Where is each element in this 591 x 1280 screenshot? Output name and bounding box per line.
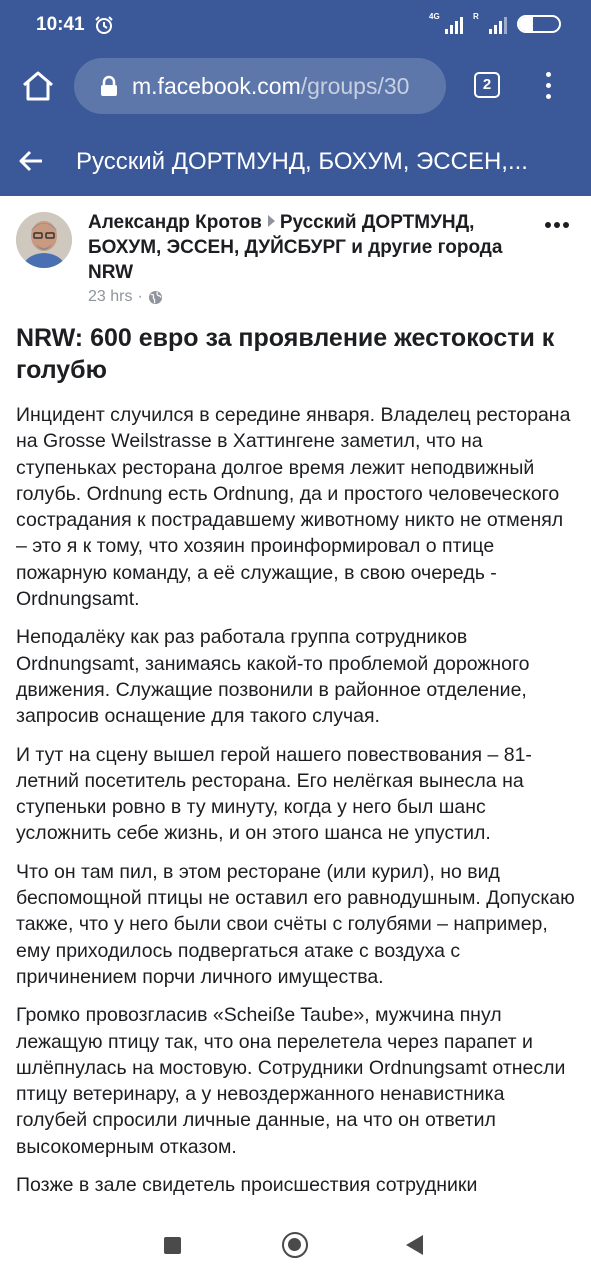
net-type-label: 4G <box>429 12 440 21</box>
alarm-icon <box>94 15 114 35</box>
post-card <box>0 196 591 1210</box>
author-name[interactable]: Александр Кротов <box>88 212 262 233</box>
post-paragraph: И тут на сцену вышел герой нашего повествования – 81-летний посетитель ресторана. Его нелёгкая вынесла на ступеньки ровно в ту минуту, когда у него был шанс усложнить себе жизнь, и он этого шанса не упустил. <box>16 743 532 845</box>
status-bar <box>0 0 591 54</box>
url-domain: m.facebook.com <box>132 72 301 99</box>
group-title[interactable]: Русский ДОРТМУНД, БОХУМ, ЭССЕН,... <box>76 148 528 175</box>
overflow-menu-icon[interactable] <box>540 70 556 102</box>
roaming-label: R <box>473 12 479 21</box>
post-time[interactable]: 23 hrs <box>88 288 133 305</box>
more-options-icon[interactable] <box>545 222 569 228</box>
back-button[interactable] <box>406 1235 423 1255</box>
home-button[interactable] <box>282 1232 308 1258</box>
arrow-right-icon <box>268 215 275 227</box>
recents-button[interactable] <box>164 1237 181 1254</box>
post-header <box>88 210 538 285</box>
back-arrow-icon[interactable] <box>18 148 44 174</box>
post-paragraph: Что он там пил, в этом ресторане (или курил), но вид беспомощной птицы не оставил его равнодушным. Допускаю также, что у него были свои счёты с голубями – например, ему приходилось подвергаться атаке с воздуха с причинением порчи личного имущества. <box>16 860 575 988</box>
group-header <box>0 128 591 196</box>
post-paragraph: Неподалёку как раз работала группа сотрудников Ordnungsamt, занимаясь какой-то проблемой дорожного движения. Служащие позвонили в районное отделение, запросив оснащение для такого случая. <box>16 626 530 728</box>
lock-icon <box>100 75 118 97</box>
url-bar <box>0 54 591 120</box>
avatar-photo <box>16 212 72 268</box>
signal-4g-icon <box>429 14 463 34</box>
globe-icon <box>148 290 163 305</box>
post-paragraph: Громко провозгласив «Scheiße Taube», мужчина пнул лежащую птицу так, что она перелетела через парапет и шлёпнулась на мостовую. Сотрудники Ordnungsamt отнесли птицу ветеринару, а у невоздержанного ненавистника голубей спросили личные данные, на что он ответил высокомерным отказом. <box>16 1004 566 1158</box>
browser-header <box>0 0 591 196</box>
signal-roaming-icon <box>473 14 507 34</box>
tab-switcher-button[interactable]: 2 <box>474 72 500 98</box>
home-icon[interactable] <box>20 68 56 104</box>
battery-level: 36 <box>532 17 546 31</box>
status-time: 10:41 <box>36 14 85 35</box>
post-body <box>16 402 578 1210</box>
url-path: /groups/30 <box>300 72 410 99</box>
url-text <box>132 73 432 100</box>
system-nav-bar <box>0 1210 591 1280</box>
post-meta <box>88 288 163 306</box>
avatar[interactable] <box>16 212 72 268</box>
post-title: NRW: 600 евро за проявление жестокости к голубю <box>16 324 555 384</box>
battery-icon <box>517 15 561 33</box>
meta-dot: · <box>137 288 143 305</box>
post-paragraph: Инцидент случился в середине января. Владелец ресторана на Grosse Weilstrasse в Хаттингене заметил, что на ступеньках ресторана долгое время лежит неподвижный голубь. Ordnung есть Ordnung, да и простого человеческого сострадания к пострадавшему животному никто не отменял – это я к тому, что хозяин проинформировал о птице пожарную команду, а её служащие, в свою очередь - Ordnungsamt. <box>16 404 571 611</box>
omnibox[interactable] <box>74 58 446 114</box>
group-name[interactable]: Русский ДОРТМУНД, БОХУМ, ЭССЕН, ДУЙСБУРГ и другие города NRW <box>88 212 503 283</box>
post-paragraph: Позже в зале свидетель происшествия сотрудники <box>16 1174 478 1197</box>
